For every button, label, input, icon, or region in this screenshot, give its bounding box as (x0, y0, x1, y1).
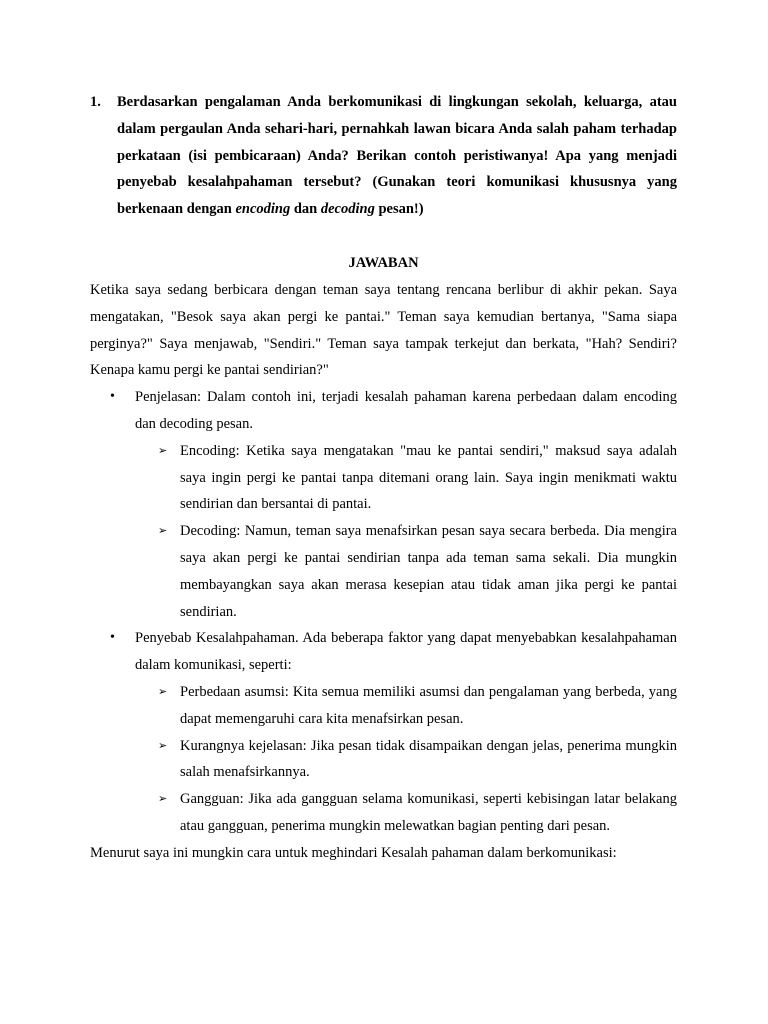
arrow-bullet-icon: ➢ (158, 685, 168, 698)
answer-heading: JAWABAN (348, 255, 419, 271)
bullet-icon: • (110, 630, 115, 646)
sub-item-text: Gangguan: Jika ada gangguan selama komunikasi, seperti kebisingan latar belakang atau gangguan, penerima mungkin melewatkan bagian penting dari pesan. (180, 791, 677, 834)
sub-item-text: Perbedaan asumsi: Kita semua memiliki asumsi dan pengalaman yang berbeda, yang dapat memengaruhi cara kita menafsirkan pesan. (180, 683, 677, 727)
encoding-term: encoding (235, 201, 291, 218)
arrow-bullet-icon: ➢ (158, 739, 168, 752)
question-item (90, 89, 677, 223)
closing-paragraph: Menurut saya ini mungkin cara untuk meghindari Kesalah pahaman dalam berkomunikasi: (90, 844, 617, 861)
decoding-term: decoding (320, 201, 375, 218)
arrow-bullet-icon: ➢ (158, 444, 168, 457)
answer-body (90, 277, 677, 867)
answer-intro: Ketika saya sedang berbicara dengan teman saya tentang rencana berlibur di akhir pekan. Saya mengatakan, "Besok saya akan pergi ke pantai." Teman saya kemudian bertanya, "Sama siapa perginya?" Saya menjawab, "Sendiri." Teman saya tampak terkejut dan berkata, "Hah? Sendiri? Kenapa kamu pergi ke pantai sendirian?" (90, 282, 677, 379)
sub-item (158, 518, 677, 625)
bullet-item (110, 384, 677, 438)
question-number: 1. (90, 94, 101, 110)
arrow-bullet-icon: ➢ (158, 525, 168, 538)
sub-item-text: Encoding: Ketika saya mengatakan "mau ke pantai sendiri," maksud saya adalah saya ingin pergi ke pantai tanpa ditemani orang lain. Saya ingin menikmati waktu sendirian dan bersantai di pantai. (180, 442, 677, 513)
sub-item-text: Kurangnya kejelasan: Jika pesan tidak disampaikan dengan jelas, penerima mungkin salah menafsirkannya. (180, 737, 677, 781)
sub-item (158, 733, 677, 787)
arrow-bullet-icon: ➢ (158, 793, 168, 806)
sub-item (158, 786, 677, 840)
question-text: Berdasarkan pengalaman Anda berkomunikasi di lingkungan sekolah, keluarga, atau dalam pergaulan Anda sehari-hari, pernahkah lawan bicara Anda salah paham terhadap perkataan (isi pembicaraan) Anda? Berikan contoh peristiwanya! Apa yang menjadi penyebab kesalahpahaman tersebut? (Gunakan teori komunikasi khususnya yang berkenaan dengan encoding dan decoding pesan!) (117, 94, 677, 218)
bullet-icon: • (110, 389, 115, 405)
sub-item (158, 679, 677, 733)
bullet-text: Penyebab Kesalahpahaman. Ada beberapa faktor yang dapat menyebabkan kesalahpahaman dalam komunikasi, seperti: (135, 630, 677, 674)
bullet-item (110, 625, 677, 679)
sub-item (158, 438, 677, 518)
sub-item-text: Decoding: Namun, teman saya menafsirkan pesan saya secara berbeda. Dia mengira saya akan pergi ke pantai sendirian tanpa ada teman sama sekali. Dia mungkin membayangkan saya akan merasa kesepian atau tidak aman jika pergi ke pantai sendirian. (180, 523, 677, 620)
bullet-text: Penjelasan: Dalam contoh ini, terjadi kesalah pahaman karena perbedaan dalam encoding dan decoding pesan. (135, 389, 677, 432)
